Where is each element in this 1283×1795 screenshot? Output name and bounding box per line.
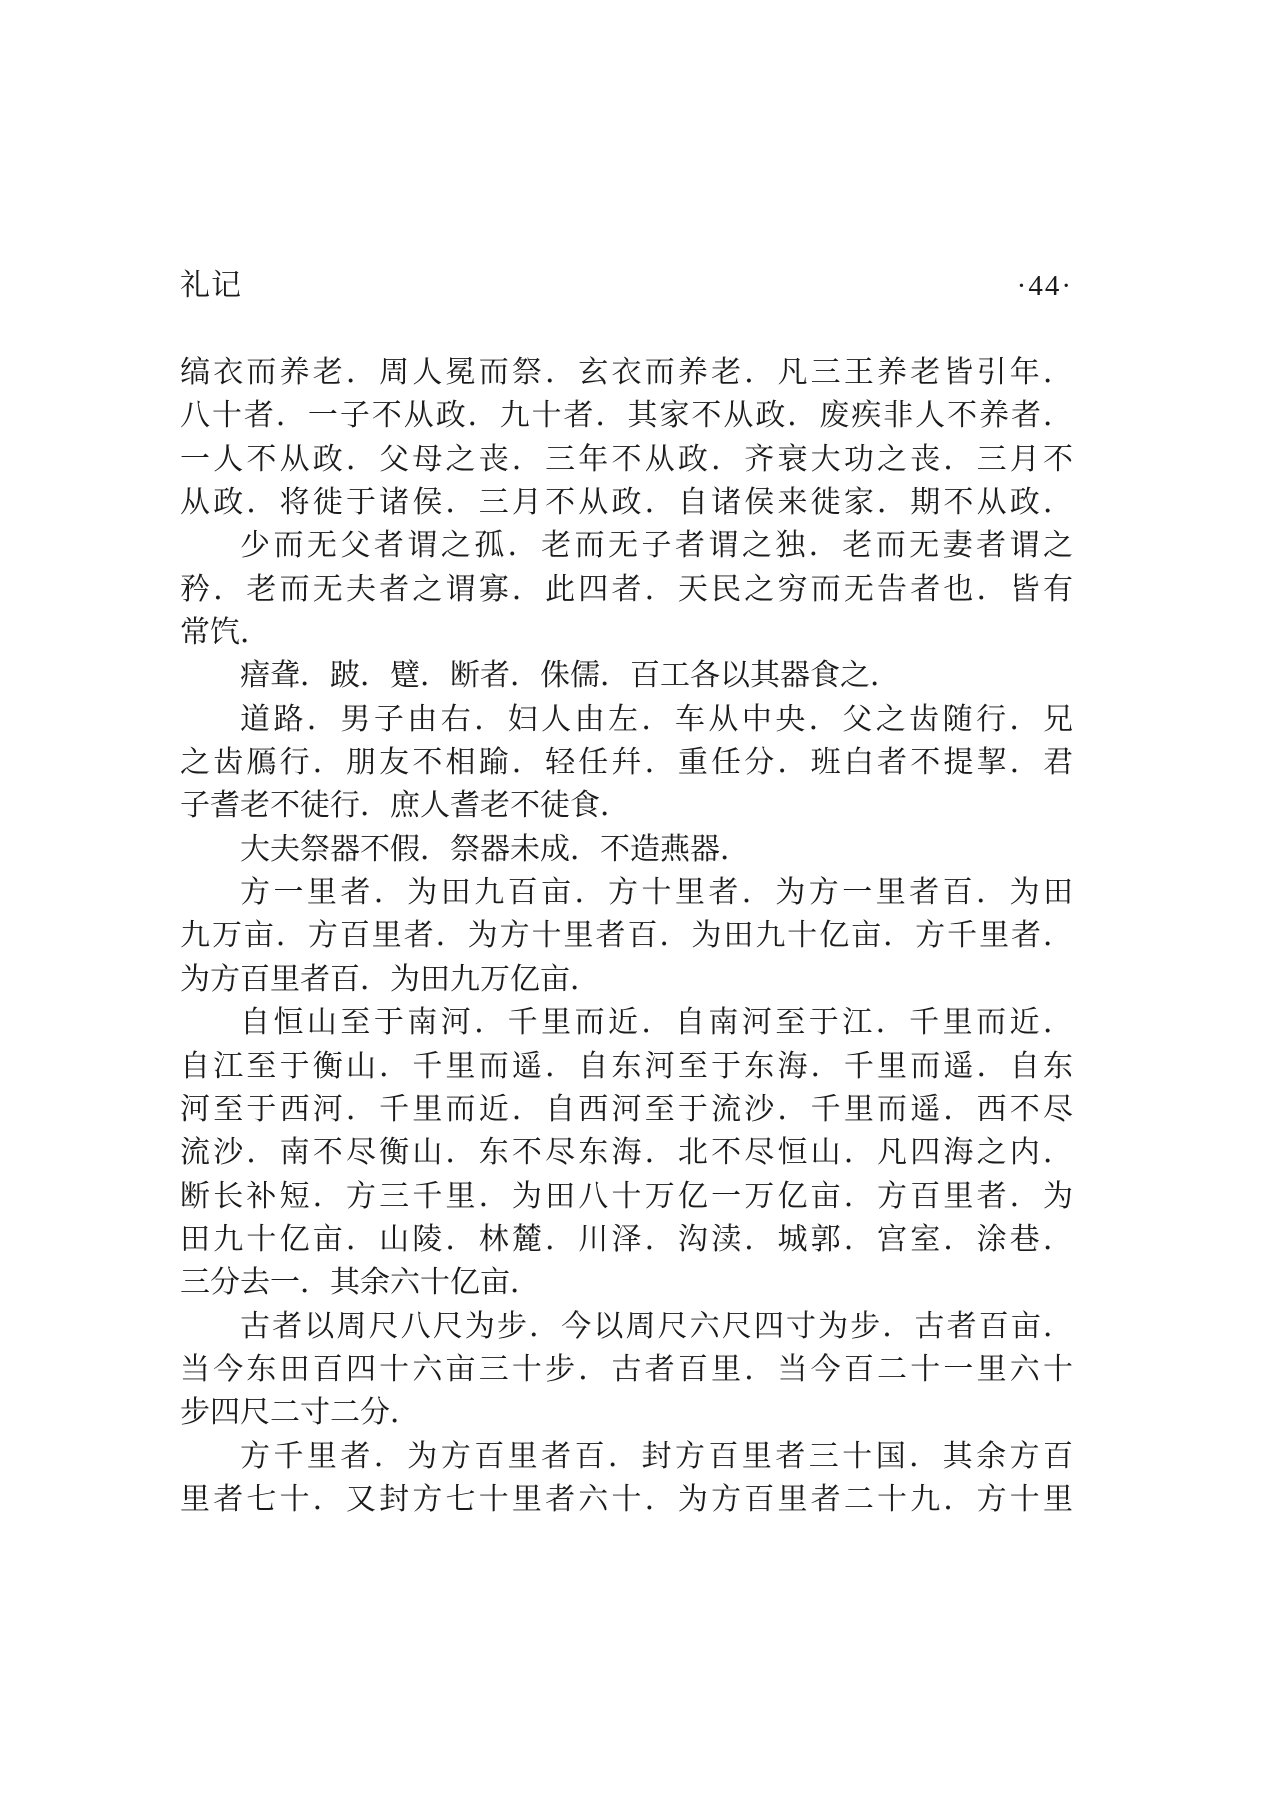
text-line: 九万亩．方百里者．为方十里者百．为田九十亿亩．方千里者． — [180, 919, 1073, 953]
text-line: 从政．将徙于诸侯．三月不从政．自诸侯来徙家．期不从政． — [180, 486, 1073, 520]
text-line: 矜．老而无夫者之谓寡．此四者．天民之穷而无告者也．皆有 — [180, 572, 1073, 606]
text-line: 当今东田百四十六亩三十步．古者百里．当今百二十一里六十 — [180, 1352, 1073, 1386]
text-line: 河至于西河．千里而近．自西河至于流沙．千里而遥．西不尽 — [180, 1092, 1073, 1126]
text-line: 子耆老不徒行．庶人耆老不徒食． — [180, 789, 630, 823]
text-line: 大夫祭器不假．祭器未成．不造燕器． — [240, 832, 750, 866]
text-line: 瘖聋．跛．躄．断者．侏儒．百工各以其器食之． — [240, 659, 900, 693]
text-line: 缟衣而养老．周人冕而祭．玄衣而养老．凡三王养老皆引年． — [180, 356, 1073, 389]
text-line: 方一里者．为田九百亩．方十里者．为方一里者百．为田 — [240, 876, 1073, 910]
page-number: ·44· — [1016, 270, 1073, 302]
text-line: 步四尺二寸二分． — [180, 1396, 420, 1430]
text-line: 流沙．南不尽衡山．东不尽东海．北不尽恒山．凡四海之内． — [180, 1136, 1073, 1170]
text-line: 断长补短．方三千里．为田八十万亿一万亿亩．方百里者．为 — [180, 1179, 1073, 1213]
document-body — [180, 351, 1073, 1521]
text-line: 方千里者．为方百里者百．封方百里者三十国．其余方百 — [240, 1439, 1073, 1473]
text-line: 一人不从政．父母之丧．三年不从政．齐衰大功之丧．三月不 — [180, 442, 1073, 476]
text-line: 自恒山至于南河．千里而近．自南河至于江．千里而近． — [240, 1006, 1073, 1040]
book-title: 礼记 — [180, 269, 242, 302]
text-line: 三分去一．其余六十亿亩． — [180, 1266, 540, 1300]
text-line: 自江至于衡山．千里而遥．自东河至于东海．千里而遥．自东 — [180, 1049, 1073, 1083]
text-line: 为方百里者百．为田九万亿亩． — [180, 962, 600, 996]
text-line: 八十者．一子不从政．九十者．其家不从政．废疾非人不养者． — [180, 399, 1073, 433]
text-line: 道路．男子由右．妇人由左．车从中央．父之齿随行．兄 — [240, 702, 1073, 736]
text-line: 常饩． — [180, 616, 270, 650]
text-line: 田九十亿亩．山陵．林麓．川泽．沟渎．城郭．宫室．涂巷． — [180, 1222, 1073, 1256]
running-header — [180, 268, 1073, 304]
text-line: 里者七十．又封方七十里者六十．为方百里者二十九．方十里 — [180, 1482, 1073, 1516]
text-line: 之齿鴈行．朋友不相踰．轻任幷．重任分．班白者不提挈．君 — [180, 746, 1073, 780]
text-line: 古者以周尺八尺为步．今以周尺六尺四寸为步．古者百亩． — [240, 1309, 1073, 1343]
text-line: 少而无父者谓之孤．老而无子者谓之独．老而无妻者谓之 — [240, 529, 1073, 563]
